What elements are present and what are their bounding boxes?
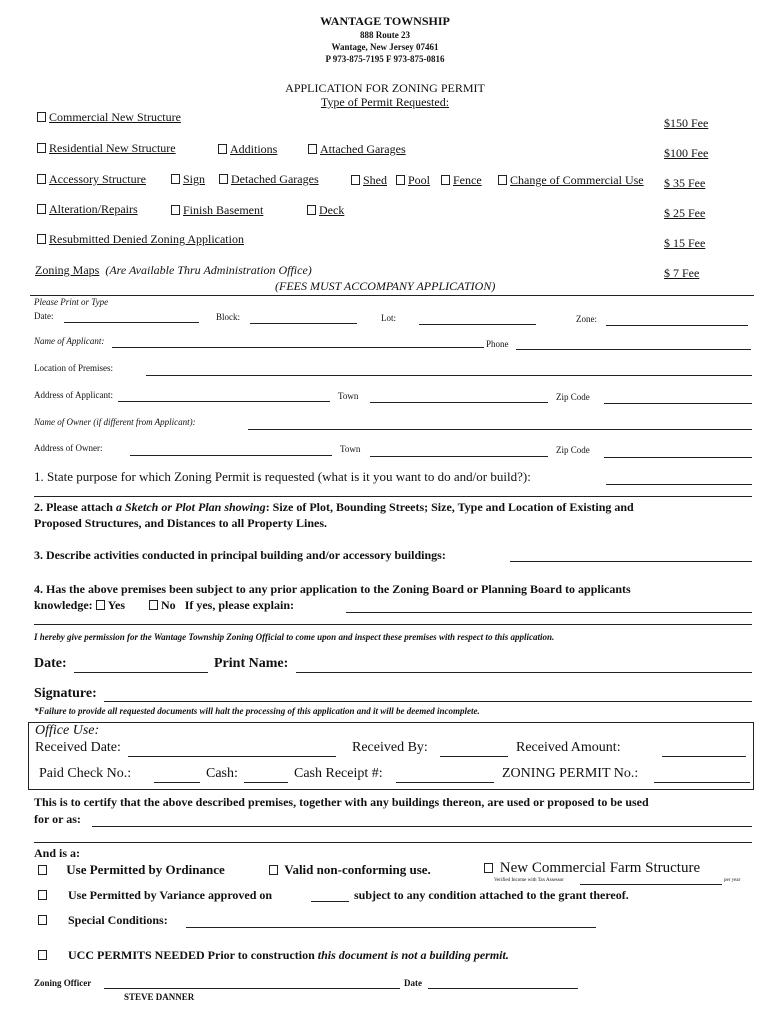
ucc-label-b: this document is not a building permit.: [317, 948, 509, 962]
zip2-label: Zip Code: [556, 445, 590, 455]
divider: [30, 295, 754, 296]
checkbox[interactable]: [171, 205, 180, 215]
yes-label: Yes: [107, 598, 126, 612]
question-2-line-2: Proposed Structures, and Distances to all Property Lines.: [34, 516, 327, 530]
option-sign[interactable]: [171, 172, 205, 187]
fee-7: $ 7 Fee: [664, 266, 700, 280]
certify-line-1: This is to certify that the above described premises, together with any buildings thereon, are used or proposed to be used: [34, 795, 649, 809]
checkbox[interactable]: [171, 174, 180, 184]
form-subtitle: Type of Permit Requested:: [320, 95, 450, 109]
checkbox[interactable]: [37, 112, 46, 122]
name-owner-input[interactable]: [248, 429, 752, 430]
zoning-officer-label: Zoning Officer: [34, 978, 92, 988]
phone-label: Phone: [486, 339, 509, 349]
town-input[interactable]: [370, 402, 548, 403]
checkbox[interactable]: [38, 915, 47, 925]
zoning-maps-label: Zoning Maps: [35, 263, 100, 277]
checkbox[interactable]: [37, 234, 46, 244]
zoning-officer-input[interactable]: [104, 988, 400, 989]
maps-note: (Are Available Thru Administration Office): [105, 263, 312, 277]
signature-input[interactable]: [104, 701, 752, 702]
received-amount-label: Received Amount:: [516, 740, 621, 755]
phone-fax: P 973-875-7195 F 973-875-0816: [325, 54, 445, 64]
phone-input[interactable]: [516, 349, 751, 350]
address-line-2: Wantage, New Jersey 07461: [331, 42, 439, 52]
option-label: Pool: [408, 173, 431, 187]
q2-part-a: 2. Please attach: [34, 500, 116, 514]
location-label: Location of Premises:: [34, 363, 113, 373]
town2-input[interactable]: [370, 456, 548, 457]
option-commercial-new[interactable]: [37, 110, 181, 125]
cash-label: Cash:: [206, 766, 238, 781]
option-label: Change of Commercial Use: [510, 173, 644, 187]
question-4: 4. Has the above premises been subject to any prior application to the Zoning Board or Planning Board to applicants: [34, 582, 631, 596]
checkbox[interactable]: [38, 950, 47, 960]
name-owner-label: Name of Owner (if different from Applicant):: [34, 417, 196, 427]
address-applicant-label: Address of Applicant:: [34, 390, 113, 400]
ucc-label-a: UCC PERMITS NEEDED Prior to construction: [68, 948, 315, 962]
variance-label-a: Use Permitted by Variance approved on: [68, 888, 273, 902]
variance-date-input[interactable]: [311, 901, 349, 902]
cash-receipt-label: Cash Receipt #:: [294, 766, 383, 781]
knowledge-label: knowledge:: [34, 598, 93, 612]
option-pool[interactable]: [396, 173, 430, 188]
checkbox[interactable]: [441, 175, 450, 185]
checkbox[interactable]: [351, 175, 360, 185]
received-date-label: Received Date:: [35, 740, 121, 755]
option-label: Residential New Structure: [49, 141, 176, 155]
checkbox[interactable]: [396, 175, 405, 185]
checkbox[interactable]: [37, 174, 46, 184]
fee-25: $ 25 Fee: [664, 206, 706, 220]
fee-15: $ 15 Fee: [664, 236, 706, 250]
zip-label: Zip Code: [556, 392, 590, 402]
option-label: New Commercial Farm Structure: [499, 860, 701, 876]
received-by-label: Received By:: [352, 740, 428, 755]
received-amount-input[interactable]: [662, 756, 746, 757]
option-ordinance[interactable]: [38, 862, 225, 878]
option-alteration[interactable]: [37, 202, 138, 217]
block-input[interactable]: [250, 323, 357, 324]
explain-input-2[interactable]: [34, 624, 752, 625]
certify-input[interactable]: [92, 826, 752, 827]
paid-check-input[interactable]: [154, 782, 200, 783]
checkbox[interactable]: [269, 865, 278, 875]
option-shed[interactable]: [351, 173, 387, 188]
permission-statement: I hereby give permission for the Wantage Township Zoning Official to come upon and inspect these premises with respect to this application.: [34, 632, 555, 642]
cash-input[interactable]: [244, 782, 288, 783]
cash-receipt-input[interactable]: [396, 782, 494, 783]
verified-note: Verified Income with Tax Assessor: [494, 878, 564, 883]
sign-date-input[interactable]: [74, 672, 208, 673]
zoning-maps: [35, 263, 312, 278]
town2-label: Town: [340, 444, 361, 454]
print-name-label: Print Name:: [214, 656, 289, 671]
print-type-note: Please Print or Type: [34, 297, 109, 307]
certify-line-2: for or as:: [34, 812, 81, 826]
option-deck[interactable]: [307, 203, 344, 218]
question-1: 1. State purpose for which Zoning Permit is requested (what is it you want to do and/or build?):: [34, 469, 531, 484]
option-farm[interactable]: [484, 860, 700, 877]
per-year: per year: [724, 878, 741, 883]
name-applicant-label: Name of Applicant:: [34, 336, 105, 346]
date-label: Date:: [34, 311, 54, 321]
checkbox[interactable]: [308, 144, 317, 154]
special-input[interactable]: [186, 927, 596, 928]
explain-label: If yes, please explain:: [184, 598, 295, 612]
checkbox[interactable]: [219, 174, 228, 184]
option-attached-garages[interactable]: [308, 142, 406, 157]
option-detached[interactable]: [219, 172, 319, 187]
zip-input[interactable]: [604, 403, 752, 404]
block-label: Block:: [216, 312, 240, 322]
option-resubmitted[interactable]: [37, 232, 244, 247]
option-label: Valid non-conforming use.: [284, 862, 431, 877]
option-label: Additions: [230, 142, 278, 156]
option-finish-basement[interactable]: [171, 203, 263, 218]
option-label: Shed: [363, 173, 387, 187]
checkbox[interactable]: [307, 205, 316, 215]
and-is-label: And is a:: [34, 846, 81, 860]
option-label: Finish Basement: [183, 203, 264, 217]
option-label: Fence: [453, 173, 482, 187]
permit-no-label: ZONING PERMIT No.:: [502, 766, 639, 781]
verified-input[interactable]: [580, 884, 722, 885]
fee-150: $150 Fee: [664, 116, 709, 130]
received-date-input[interactable]: [128, 756, 336, 757]
q2-part-b: a Sketch or Plot Plan showing: [115, 500, 266, 514]
option-fence[interactable]: [441, 173, 482, 188]
option-label: Resubmitted Denied Zoning Application: [49, 232, 244, 246]
checkbox[interactable]: [38, 865, 47, 875]
officer-name: STEVE DANNER: [124, 992, 195, 1002]
sign-date-label: Date:: [34, 656, 67, 671]
lot-input[interactable]: [419, 324, 536, 325]
question-3: 3. Describe activities conducted in principal building and/or accessory buildings:: [34, 548, 446, 562]
option-ucc[interactable]: [38, 948, 509, 963]
office-use-title: Office Use:: [35, 723, 100, 738]
checkbox[interactable]: [37, 143, 46, 153]
option-label: Attached Garages: [320, 142, 406, 156]
option-accessory[interactable]: [37, 172, 146, 187]
lot-label: Lot:: [381, 313, 396, 323]
address-line-1: 888 Route 23: [360, 30, 410, 40]
address-owner-label: Address of Owner:: [34, 443, 103, 453]
option-label: Use Permitted by Ordinance: [66, 862, 225, 877]
option-label: Commercial New Structure: [49, 110, 181, 124]
permit-no-input[interactable]: [654, 782, 750, 783]
org-name: WANTAGE TOWNSHIP: [320, 14, 450, 28]
option-label: Accessory Structure: [49, 172, 146, 186]
checkbox[interactable]: [484, 863, 493, 873]
option-label: Detached Garages: [231, 172, 319, 186]
q1-input[interactable]: [606, 484, 752, 485]
received-by-input[interactable]: [440, 756, 508, 757]
option-label: Sign: [183, 172, 206, 186]
officer-date-input[interactable]: [428, 988, 578, 989]
officer-date-label: Date: [404, 978, 422, 988]
paid-check-label: Paid Check No.:: [39, 766, 132, 781]
form-title: APPLICATION FOR ZONING PERMIT: [285, 81, 485, 95]
q3-input[interactable]: [510, 561, 752, 562]
no-label: No: [161, 598, 176, 612]
special-label: Special Conditions:: [68, 913, 168, 927]
question-4-line-2: [34, 598, 294, 613]
checkbox[interactable]: [37, 204, 46, 214]
location-input[interactable]: [146, 375, 752, 376]
zip2-input[interactable]: [604, 457, 752, 458]
checkbox[interactable]: [498, 175, 507, 185]
no-checkbox[interactable]: [149, 600, 158, 610]
checkbox[interactable]: [218, 144, 227, 154]
variance-label-b: subject to any condition attached to the grant thereof.: [354, 888, 629, 902]
explain-input[interactable]: [346, 612, 752, 613]
option-variance[interactable]: [38, 888, 272, 903]
option-additions[interactable]: [218, 142, 277, 157]
failure-note: *Failure to provide all requested documents will halt the processing of this application and it will be deemed incomplete.: [34, 706, 480, 716]
fee-100: $100 Fee: [664, 146, 709, 160]
address-applicant-input[interactable]: [118, 401, 330, 402]
checkbox[interactable]: [38, 890, 47, 900]
certify-input-2[interactable]: [34, 842, 752, 843]
town-label: Town: [338, 391, 359, 401]
signature-label: Signature:: [34, 686, 97, 701]
zone-input[interactable]: [606, 325, 748, 326]
yes-checkbox[interactable]: [96, 600, 105, 610]
address-owner-input[interactable]: [130, 455, 332, 456]
option-nonconforming[interactable]: [269, 862, 431, 878]
fees-note: (FEES MUST ACCOMPANY APPLICATION): [275, 279, 496, 293]
zone-label: Zone:: [576, 314, 597, 324]
option-label: Alteration/Repairs: [49, 202, 138, 216]
option-label: Deck: [319, 203, 345, 217]
option-change-use[interactable]: [498, 173, 644, 188]
question-2: [34, 500, 634, 515]
name-applicant-input[interactable]: [112, 347, 484, 348]
option-special[interactable]: [38, 913, 168, 928]
date-input[interactable]: [64, 322, 199, 323]
q1-input-2[interactable]: [34, 496, 752, 497]
option-residential-new[interactable]: [37, 141, 176, 156]
q2-part-c: : Size of Plot, Bounding Streets; Size, Type and Location of Existing and: [265, 500, 634, 514]
print-name-input[interactable]: [296, 672, 752, 673]
fee-35: $ 35 Fee: [664, 176, 706, 190]
